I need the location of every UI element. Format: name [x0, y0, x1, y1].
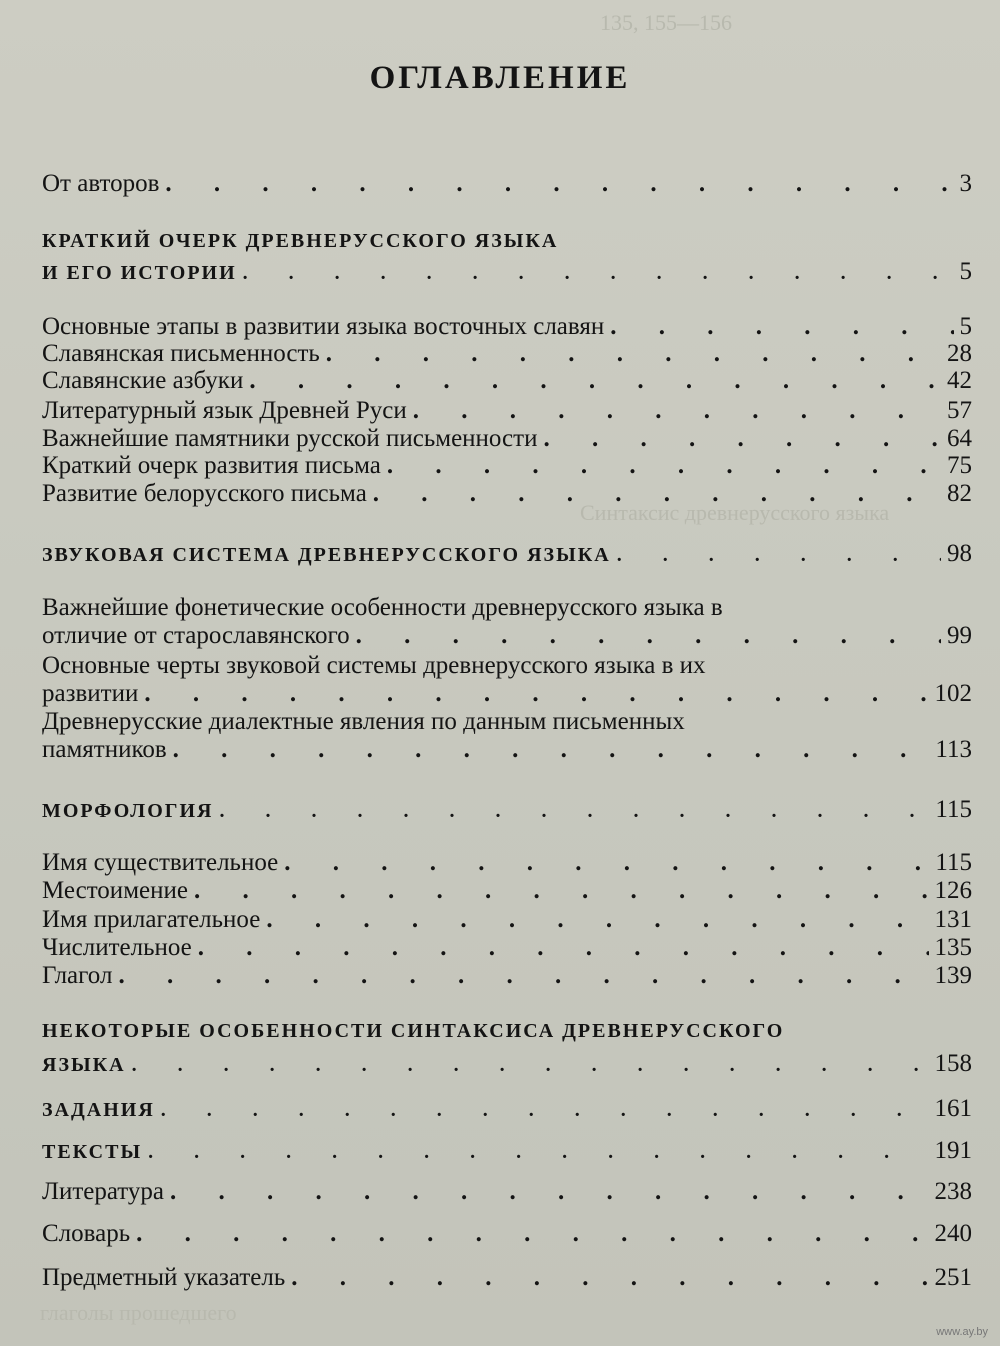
leader-dots	[373, 480, 941, 508]
entry-title-line[interactable]: Древнерусские диалектные явления по данным письменных	[42, 708, 685, 735]
show-through-text: глаголы прошедшего	[40, 1300, 237, 1325]
toc-entry[interactable]	[42, 736, 972, 764]
entry-title: Имя прилагательное	[42, 906, 261, 933]
leader-dots	[291, 1264, 928, 1292]
entry-title: Имя существительное	[42, 849, 279, 876]
leader-dots	[356, 622, 941, 650]
section-heading-line[interactable]: КРАТКИЙ ОЧЕРК ДРЕВНЕРУССКОГО ЯЗЫКА	[42, 230, 559, 252]
entry-title: Краткий очерк развития письма	[42, 452, 381, 479]
toc-entry[interactable]	[42, 480, 972, 508]
page-title: ОГЛАВЛЕНИЕ	[369, 60, 631, 96]
page-number: 5	[959, 258, 972, 285]
leader-dots	[118, 962, 928, 990]
page-number: 251	[934, 1264, 972, 1291]
watermark: www.ay.by	[936, 1326, 988, 1338]
toc-entry[interactable]	[42, 425, 972, 453]
page-number: 113	[935, 736, 972, 763]
toc-entry[interactable]	[42, 340, 972, 368]
page-number: 57	[947, 397, 972, 424]
section-heading-line[interactable]: НЕКОТОРЫЕ ОСОБЕННОСТИ СИНТАКСИСА ДРЕВНЕРУССКОГО	[42, 1020, 785, 1042]
page-number: 3	[959, 170, 972, 197]
toc-entry[interactable]	[42, 962, 972, 990]
page-number: 131	[934, 906, 972, 933]
entry-title: Предметный указатель	[42, 1264, 286, 1291]
toc-entry[interactable]	[42, 367, 972, 395]
leader-dots	[326, 340, 941, 368]
page-number: 115	[935, 796, 972, 823]
entry-title: Глагол	[42, 962, 113, 989]
toc-entry[interactable]	[42, 906, 972, 934]
page-number: 191	[934, 1137, 972, 1164]
leader-dots	[132, 1054, 929, 1077]
entry-title: Развитие белорусского письма	[42, 480, 367, 507]
page-number: 42	[947, 367, 972, 394]
page-number: 240	[934, 1220, 972, 1247]
entry-title: памятников	[42, 736, 167, 763]
entry-title-line[interactable]: Основные черты звуковой системы древнерусского языка в их	[42, 652, 706, 679]
toc-section-heading[interactable]	[42, 1050, 972, 1078]
leader-dots	[617, 544, 941, 567]
entry-title: Славянская письменность	[42, 340, 320, 367]
leader-dots	[266, 906, 928, 934]
entry-title: ТЕКСТЫ	[42, 1141, 143, 1163]
leader-dots	[136, 1220, 928, 1248]
entry-title: Местоимение	[42, 877, 188, 904]
page-number: 75	[947, 452, 972, 479]
entry-title: Числительное	[42, 934, 192, 961]
toc-section-heading[interactable]	[42, 258, 972, 286]
toc-entry[interactable]	[42, 452, 972, 480]
toc-section-heading[interactable]	[42, 1137, 972, 1165]
leader-dots	[249, 367, 941, 395]
toc-entry[interactable]	[42, 170, 972, 198]
page-number: 126	[934, 877, 972, 904]
entry-title: Словарь	[42, 1220, 131, 1247]
page-number: 158	[934, 1050, 972, 1077]
leader-dots	[173, 736, 930, 764]
toc-entry[interactable]	[42, 622, 972, 650]
leader-dots	[610, 313, 953, 341]
leader-dots	[543, 425, 941, 453]
entry-title: МОРФОЛОГИЯ	[42, 800, 214, 822]
leader-dots	[194, 877, 929, 905]
page-number: 5	[959, 313, 972, 340]
leader-dots	[148, 1141, 928, 1164]
entry-title: Важнейшие памятники русской письменности	[42, 425, 538, 452]
toc-entry[interactable]	[42, 397, 972, 425]
entry-title: Основные этапы в развитии языка восточных славян	[42, 313, 605, 340]
show-through-text: Синтаксис древнерусского языка	[580, 500, 890, 525]
leader-dots	[165, 170, 953, 198]
entry-title: отличие от старославянского	[42, 622, 350, 649]
entry-title: ЯЗЫКА	[42, 1054, 126, 1076]
page-number: 161	[934, 1095, 972, 1122]
leader-dots	[198, 934, 929, 962]
toc-section-heading[interactable]	[42, 796, 972, 824]
entry-title: ЗВУКОВАЯ СИСТЕМА ДРЕВНЕРУССКОГО ЯЗЫКА	[42, 544, 611, 566]
toc-entry[interactable]	[42, 1178, 972, 1206]
entry-title: И ЕГО ИСТОРИИ	[42, 262, 237, 284]
page-number: 139	[934, 962, 972, 989]
page-number: 28	[947, 340, 972, 367]
toc-entry[interactable]	[42, 934, 972, 962]
page-number: 115	[935, 849, 972, 876]
toc-section-heading[interactable]	[42, 1095, 972, 1123]
page-number: 98	[947, 540, 972, 567]
leader-dots	[243, 262, 954, 285]
toc-section-heading[interactable]	[42, 540, 972, 568]
toc-entry[interactable]	[42, 877, 972, 905]
leader-dots	[387, 452, 941, 480]
toc-entry[interactable]	[42, 680, 972, 708]
toc-entry[interactable]	[42, 1220, 972, 1248]
entry-title: Литературный язык Древней Руси	[42, 397, 407, 424]
entry-title-line[interactable]: Важнейшие фонетические особенности древнерусского языка в	[42, 594, 723, 621]
leader-dots	[144, 680, 928, 708]
leader-dots	[161, 1099, 929, 1122]
page-number: 82	[947, 480, 972, 507]
entry-title: Славянские азбуки	[42, 367, 244, 394]
page-number: 238	[934, 1178, 972, 1205]
page-number: 99	[947, 622, 972, 649]
page-number: 64	[947, 425, 972, 452]
leader-dots	[284, 849, 929, 877]
toc-entry[interactable]	[42, 313, 972, 341]
page-number: 102	[934, 680, 972, 707]
leader-dots	[170, 1178, 929, 1206]
toc-entry[interactable]	[42, 849, 972, 877]
entry-title: От авторов	[42, 170, 160, 197]
page-number: 135	[934, 934, 972, 961]
entry-title: Литература	[42, 1178, 164, 1205]
leader-dots	[413, 397, 941, 425]
leader-dots	[219, 800, 929, 823]
toc-entry[interactable]	[42, 1264, 972, 1292]
entry-title: развитии	[42, 680, 139, 707]
show-through-text: 135, 155—156	[600, 10, 732, 35]
entry-title: ЗАДАНИЯ	[42, 1099, 155, 1121]
